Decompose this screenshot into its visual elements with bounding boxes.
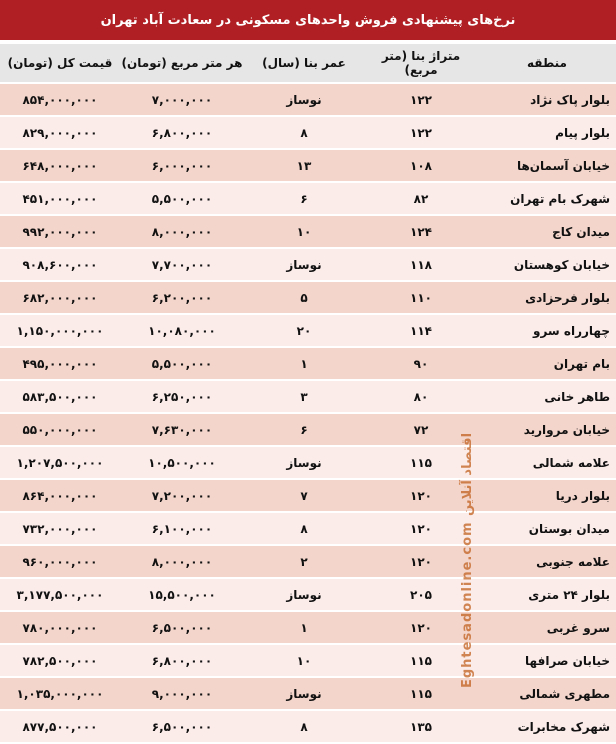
table-body: [0, 84, 616, 742]
cell-per-meter: ۵,۵۰۰,۰۰۰: [120, 183, 244, 214]
cell-age: ۱: [244, 348, 364, 379]
cell-age: ۱۰: [244, 216, 364, 247]
cell-region: خیابان آسمان‌ها: [478, 150, 616, 181]
table-row: [0, 480, 616, 511]
cell-area: ۱۱۸: [364, 249, 478, 280]
cell-per-meter: ۱۰,۵۰۰,۰۰۰: [120, 447, 244, 478]
cell-area: ۱۲۰: [364, 612, 478, 643]
cell-per-meter: ۶,۰۰۰,۰۰۰: [120, 150, 244, 181]
cell-age: ۳: [244, 381, 364, 412]
cell-area: ۱۱۵: [364, 645, 478, 676]
cell-per-meter: ۷,۰۰۰,۰۰۰: [120, 84, 244, 115]
table-row: [0, 117, 616, 148]
cell-age: ۲: [244, 546, 364, 577]
header-region: منطقه: [478, 44, 616, 82]
cell-per-meter: ۶,۲۰۰,۰۰۰: [120, 282, 244, 313]
cell-total: ۸۷۷,۵۰۰,۰۰۰: [0, 711, 120, 742]
cell-per-meter: ۹,۰۰۰,۰۰۰: [120, 678, 244, 709]
cell-area: ۱۲۴: [364, 216, 478, 247]
cell-area: ۸۲: [364, 183, 478, 214]
cell-per-meter: ۸,۰۰۰,۰۰۰: [120, 546, 244, 577]
cell-total: ۴۵۱,۰۰۰,۰۰۰: [0, 183, 120, 214]
table-row: [0, 678, 616, 709]
cell-region: خیابان کوهستان: [478, 249, 616, 280]
table-row: [0, 315, 616, 346]
cell-area: ۷۲: [364, 414, 478, 445]
cell-age: ۱: [244, 612, 364, 643]
header-per-meter: هر متر مربع (تومان): [120, 44, 244, 82]
cell-total: ۸۶۴,۰۰۰,۰۰۰: [0, 480, 120, 511]
cell-region: بام تهران: [478, 348, 616, 379]
cell-per-meter: ۸,۰۰۰,۰۰۰: [120, 216, 244, 247]
cell-total: ۹۰۸,۶۰۰,۰۰۰: [0, 249, 120, 280]
cell-area: ۱۲۲: [364, 117, 478, 148]
cell-total: ۷۸۰,۰۰۰,۰۰۰: [0, 612, 120, 643]
cell-region: میدان کاج: [478, 216, 616, 247]
table-row: [0, 513, 616, 544]
cell-area: ۱۳۵: [364, 711, 478, 742]
cell-area: ۱۱۵: [364, 447, 478, 478]
cell-area: ۱۱۴: [364, 315, 478, 346]
table-row: [0, 282, 616, 313]
cell-per-meter: ۷,۲۰۰,۰۰۰: [120, 480, 244, 511]
cell-region: بلوار فرحزادی: [478, 282, 616, 313]
cell-region: خیابان مروارید: [478, 414, 616, 445]
cell-per-meter: ۶,۱۰۰,۰۰۰: [120, 513, 244, 544]
cell-total: ۴۹۵,۰۰۰,۰۰۰: [0, 348, 120, 379]
cell-region: بلوار دریا: [478, 480, 616, 511]
table-row: [0, 612, 616, 643]
cell-area: ۱۲۰: [364, 546, 478, 577]
cell-total: ۸۲۹,۰۰۰,۰۰۰: [0, 117, 120, 148]
header-age: عمر بنا (سال): [244, 44, 364, 82]
cell-total: ۱,۱۵۰,۰۰۰,۰۰۰: [0, 315, 120, 346]
cell-age: ۸: [244, 117, 364, 148]
cell-total: ۵۸۳,۵۰۰,۰۰۰: [0, 381, 120, 412]
cell-per-meter: ۵,۵۰۰,۰۰۰: [120, 348, 244, 379]
table-title: نرخ‌های پیشنهادی فروش واحدهای مسکونی در سعادت آباد تهران: [0, 0, 616, 40]
cell-age: نوساز: [244, 447, 364, 478]
watermark-text: Eghtesadonline.com اقتصاد آنلاین: [460, 432, 476, 688]
cell-total: ۹۹۲,۰۰۰,۰۰۰: [0, 216, 120, 247]
cell-per-meter: ۶,۲۵۰,۰۰۰: [120, 381, 244, 412]
cell-age: ۸: [244, 513, 364, 544]
cell-area: ۱۱۰: [364, 282, 478, 313]
table-row: [0, 150, 616, 181]
cell-area: ۲۰۵: [364, 579, 478, 610]
table-row: [0, 348, 616, 379]
cell-area: ۱۲۰: [364, 480, 478, 511]
cell-total: ۱,۰۳۵,۰۰۰,۰۰۰: [0, 678, 120, 709]
table-row: [0, 447, 616, 478]
table-row: [0, 711, 616, 742]
cell-area: ۱۲۲: [364, 84, 478, 115]
cell-age: نوساز: [244, 249, 364, 280]
cell-total: ۱,۲۰۷,۵۰۰,۰۰۰: [0, 447, 120, 478]
cell-region: طاهر خانی: [478, 381, 616, 412]
cell-age: ۱۳: [244, 150, 364, 181]
cell-total: ۹۶۰,۰۰۰,۰۰۰: [0, 546, 120, 577]
cell-per-meter: ۱۵,۵۰۰,۰۰۰: [120, 579, 244, 610]
cell-total: ۸۵۴,۰۰۰,۰۰۰: [0, 84, 120, 115]
table-row: [0, 84, 616, 115]
cell-age: نوساز: [244, 84, 364, 115]
cell-age: ۶: [244, 183, 364, 214]
cell-area: ۱۰۸: [364, 150, 478, 181]
header-total: قیمت کل (تومان): [0, 44, 120, 82]
cell-per-meter: ۶,۵۰۰,۰۰۰: [120, 711, 244, 742]
header-area: متراژ بنا (متر مربع): [364, 44, 478, 82]
cell-total: ۶۸۲,۰۰۰,۰۰۰: [0, 282, 120, 313]
cell-age: ۱۰: [244, 645, 364, 676]
cell-age: ۸: [244, 711, 364, 742]
table-row: [0, 546, 616, 577]
cell-region: خیابان صرافها: [478, 645, 616, 676]
cell-region: مطهری شمالی: [478, 678, 616, 709]
cell-total: ۵۵۰,۰۰۰,۰۰۰: [0, 414, 120, 445]
cell-region: علامه شمالی: [478, 447, 616, 478]
cell-total: ۳,۱۷۷,۵۰۰,۰۰۰: [0, 579, 120, 610]
cell-per-meter: ۷,۶۳۰,۰۰۰: [120, 414, 244, 445]
cell-total: ۷۸۲,۵۰۰,۰۰۰: [0, 645, 120, 676]
cell-per-meter: ۷,۷۰۰,۰۰۰: [120, 249, 244, 280]
table-row: [0, 381, 616, 412]
cell-age: ۶: [244, 414, 364, 445]
cell-age: ۵: [244, 282, 364, 313]
cell-per-meter: ۶,۸۰۰,۰۰۰: [120, 117, 244, 148]
cell-per-meter: ۶,۵۰۰,۰۰۰: [120, 612, 244, 643]
cell-region: بلوار پاک نژاد: [478, 84, 616, 115]
cell-region: بلوار ۲۴ متری: [478, 579, 616, 610]
cell-area: ۱۱۵: [364, 678, 478, 709]
cell-area: ۸۰: [364, 381, 478, 412]
cell-age: نوساز: [244, 678, 364, 709]
table-row: [0, 183, 616, 214]
cell-region: چهارراه سرو: [478, 315, 616, 346]
cell-region: علامه جنوبی: [478, 546, 616, 577]
cell-age: ۷: [244, 480, 364, 511]
cell-age: نوساز: [244, 579, 364, 610]
cell-total: ۶۴۸,۰۰۰,۰۰۰: [0, 150, 120, 181]
cell-per-meter: ۶,۸۰۰,۰۰۰: [120, 645, 244, 676]
cell-region: شهرک بام تهران: [478, 183, 616, 214]
table-row: [0, 645, 616, 676]
cell-per-meter: ۱۰,۰۸۰,۰۰۰: [120, 315, 244, 346]
table-row: [0, 216, 616, 247]
table-row: [0, 579, 616, 610]
table-header-row: [0, 44, 616, 82]
cell-age: ۲۰: [244, 315, 364, 346]
price-table: [0, 42, 616, 744]
cell-area: ۱۲۰: [364, 513, 478, 544]
cell-region: شهرک مخابرات: [478, 711, 616, 742]
cell-total: ۷۳۲,۰۰۰,۰۰۰: [0, 513, 120, 544]
table-row: [0, 249, 616, 280]
table-row: [0, 414, 616, 445]
cell-region: میدان بوستان: [478, 513, 616, 544]
cell-region: بلوار پیام: [478, 117, 616, 148]
cell-region: سرو غربی: [478, 612, 616, 643]
cell-area: ۹۰: [364, 348, 478, 379]
